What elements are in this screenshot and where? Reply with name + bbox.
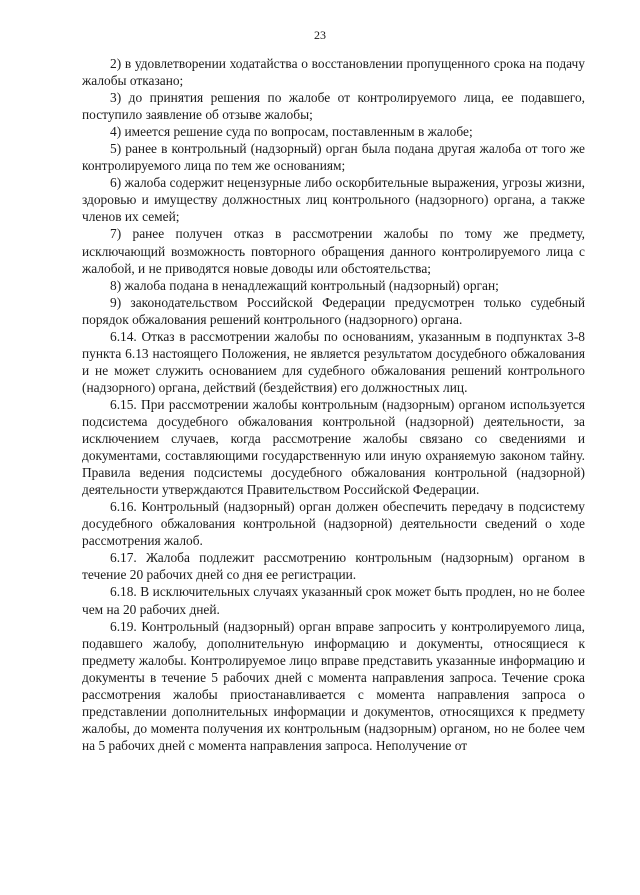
paragraph-6-17: 6.17. Жалоба подлежит рассмотрению контрольным (надзорным) органом в течение 20 рабочих дней со дня ее регистрации. [82, 550, 585, 583]
paragraph-item-2: 2) в удовлетворении ходатайства о восстановлении пропущенного срока на подачу жалобы отказано; [82, 56, 585, 89]
page-number: 23 [314, 28, 326, 42]
paragraph-6-18: 6.18. В исключительных случаях указанный срок может быть продлен, но не более чем на 20 рабочих дней. [82, 584, 585, 617]
paragraph-6-14: 6.14. Отказ в рассмотрении жалобы по основаниям, указанным в подпунктах 3-8 пункта 6.13 настоящего Положения, не является результатом досудебного обжалования и не может служить основанием для судебного обжалования решений контрольного (надзорного) органа, действий (бездействия) его должностных лиц. [82, 328, 585, 395]
paragraph-item-5: 5) ранее в контрольный (надзорный) орган была подана другая жалоба от того же контролируемого лица по тем же основаниям; [82, 141, 585, 174]
paragraph-6-19: 6.19. Контрольный (надзорный) орган вправе запросить у контролируемого лица, подавшего жалобу, дополнительную информацию и документы, относящиеся к предмету жалобы. Контролируемое лицо вправе представить указанные информацию и документы в течение 5 рабочих дней с момента направления запроса. Течение срока рассмотрения жалобы приостанавливается с момента направления запроса о представлении дополнительных информации и документов, относящихся к предмету жалобы, до момента получения их контрольным (надзорным) органом, но не более чем на 5 рабочих дней с момента направления запроса. Неполучение от [82, 618, 585, 753]
paragraph-item-6: 6) жалоба содержит нецензурные либо оскорбительные выражения, угрозы жизни, здоровью и имуществу должностных лиц контрольного (надзорного) органа, а также членов их семей; [82, 175, 585, 225]
paragraph-item-9: 9) законодательством Российской Федерации предусмотрен только судебный порядок обжалования решений контрольного (надзорного) органа. [82, 294, 585, 327]
paragraph-6-16: 6.16. Контрольный (надзорный) орган должен обеспечить передачу в подсистему досудебного обжалования контрольной (надзорной) деятельности сведений о ходе рассмотрения жалоб. [82, 499, 585, 549]
paragraph-item-3: 3) до принятия решения по жалобе от контролируемого лица, ее подавшего, поступило заявление об отзыве жалобы; [82, 90, 585, 123]
paragraph-item-7: 7) ранее получен отказ в рассмотрении жалобы по тому же предмету, исключающий возможность повторного обращения данного контролируемого лица с жалобой, и не приводятся новые доводы или обстоятельства; [82, 226, 585, 276]
paragraph-item-4: 4) имеется решение суда по вопросам, поставленным в жалобе; [110, 124, 473, 140]
document-body [82, 55, 585, 754]
paragraph-item-8: 8) жалоба подана в ненадлежащий контрольный (надзорный) орган; [110, 277, 499, 293]
paragraph-6-15: 6.15. При рассмотрении жалобы контрольным (надзорным) органом используется подсистема досудебного обжалования контрольной (надзорной) деятельности, за исключением случаев, когда рассмотрение жалобы связано со сведениями и документами, составляющими государственную или иную охраняемую законом тайну. Правила ведения подсистемы досудебного обжалования контрольной (надзорной) деятельности утверждаются Правительством Российской Федерации. [82, 396, 585, 498]
